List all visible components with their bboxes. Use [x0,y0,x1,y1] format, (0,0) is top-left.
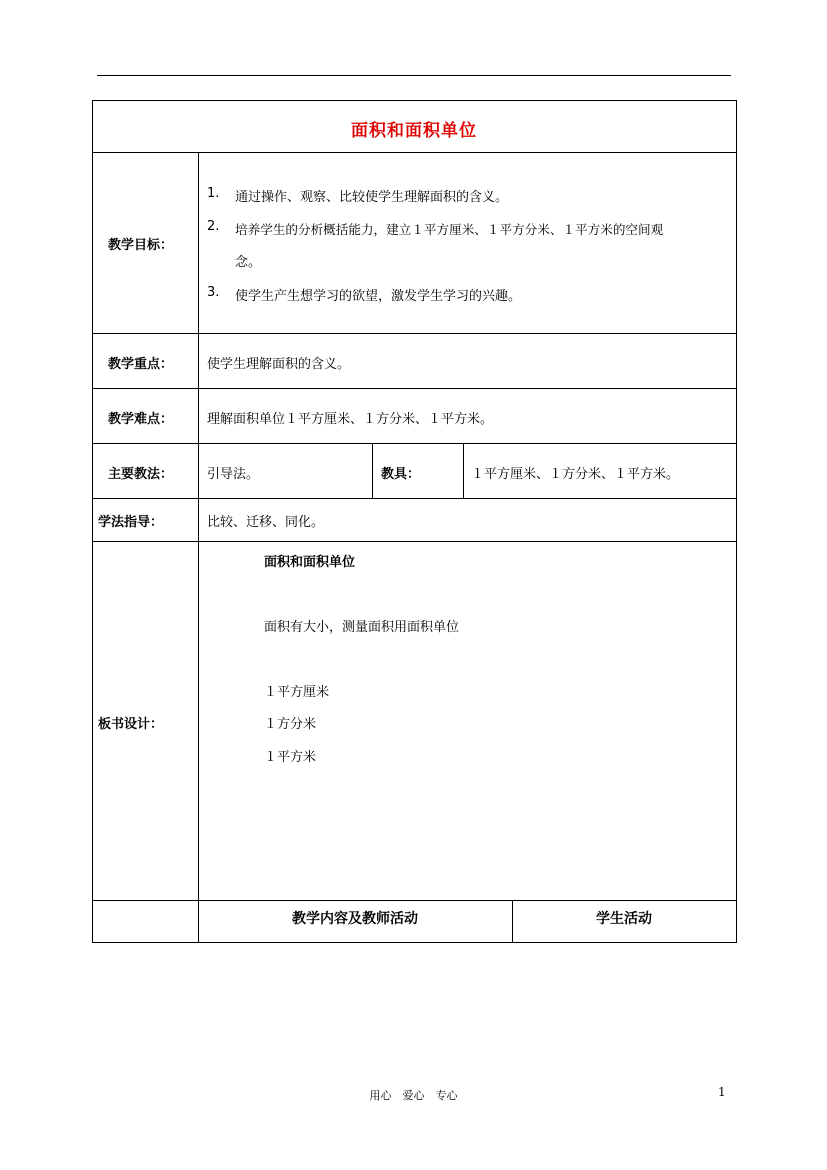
study-guide-label: 学法指导： [98,515,164,530]
objective-number: 2. [207,219,220,234]
board-unit: １平方厘米 [264,685,330,700]
student-activity-heading: 学生活动 [596,911,652,927]
objective-text-continued: 念。 [235,255,262,270]
footer-motto: 用心 爱心 专心 [369,1089,458,1102]
objective-text: 培养学生的分析概括能力，建立１平方厘米、１平方分米、１平方米的空间观 [235,222,664,237]
board-line: 面积有大小，测量面积用面积单位 [264,620,460,635]
objective-text: 使学生产生想学习的欲望，激发学生学习的兴趣。 [235,289,522,304]
board-heading: 面积和面积单位 [264,555,356,570]
study-guide-value: 比较、迁移、同化。 [207,515,325,530]
page-number: 1 [718,1085,726,1099]
objective-number: 3. [207,285,220,300]
objective-text: 通过操作、观察、比较使学生理解面积的含义。 [235,190,509,205]
method-value: 引导法。 [207,467,260,482]
method-label: 主要教法： [108,467,174,482]
board-unit: １方分米 [264,717,317,732]
objective-number: 1. [207,186,220,201]
difficulty-label: 教学难点： [108,412,174,427]
board-unit: １平方米 [264,750,317,765]
page-title: 面积和面积单位 [351,121,477,141]
objectives-label: 教学目标： [108,238,174,253]
key-point-label: 教学重点： [108,357,174,372]
board-design-label: 板书设计： [98,717,164,732]
tools-label: 教具： [381,467,421,482]
teacher-activity-heading: 教学内容及教师活动 [292,911,418,927]
difficulty-value: 理解面积单位１平方厘米、１方分米、１平方米。 [207,412,494,427]
key-point-value: 使学生理解面积的含义。 [207,357,351,372]
header-rule [97,75,731,76]
tools-value: １平方厘米、１方分米、１平方米。 [471,467,680,482]
